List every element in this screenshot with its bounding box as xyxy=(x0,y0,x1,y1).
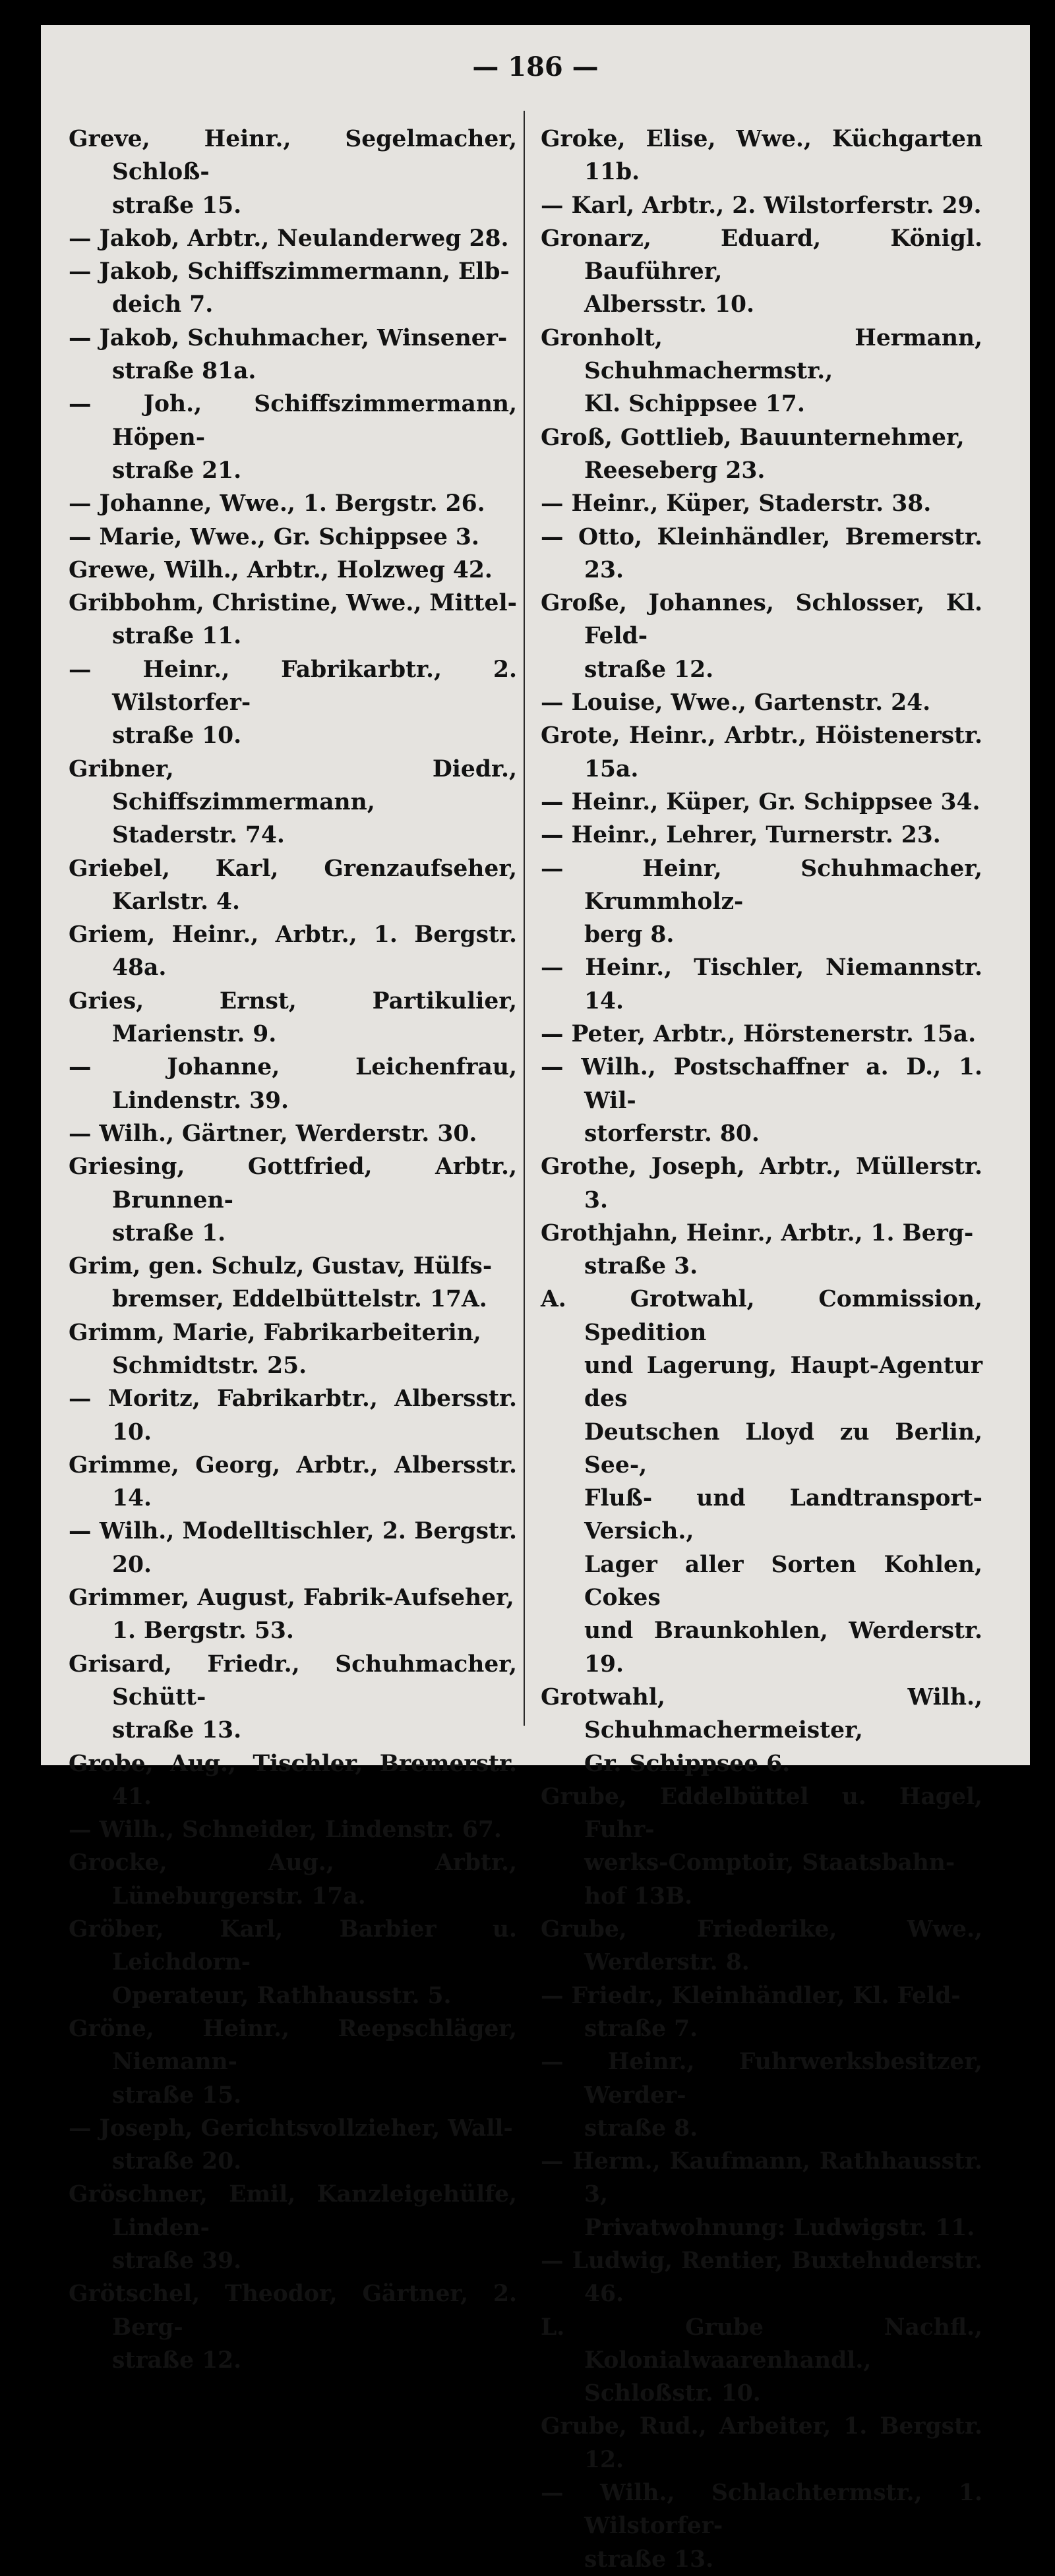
directory-entry: Grobe, Aug., Tischler, Bremerstr. 41. xyxy=(69,1750,517,1810)
directory-entry: — Otto, Kleinhändler, Bremerstr. 23. xyxy=(541,523,982,583)
directory-entry: Greve, Heinr., Segelmacher, Schloß- straße 15. xyxy=(69,126,517,219)
directory-entry: Grewe, Wilh., Arbtr., Holzweg 42. xyxy=(69,556,493,583)
directory-entry: — Peter, Arbtr., Hörstenerstr. 15a. xyxy=(541,1021,977,1048)
directory-entry: — Wilh., Gärtner, Werderstr. 30. xyxy=(69,1120,477,1147)
directory-entry: — Heinr., Fuhrwerksbesitzer, Werder- straße 8. xyxy=(541,2049,982,2142)
directory-entry: Grothe, Joseph, Arbtr., Müllerstr. 3. xyxy=(541,1154,982,1214)
directory-entry: — Friedr., Kleinhändler, Kl. Feld- straße 7. xyxy=(541,1982,961,2042)
directory-entry: — Joh., Schiffszimmermann, Höpen- straße 21. xyxy=(69,391,517,484)
directory-entry: Gribbohm, Christine, Wwe., Mittel- straße 11. xyxy=(69,590,517,650)
left-column xyxy=(69,123,517,2377)
directory-entry: Griem, Heinr., Arbtr., 1. Bergstr. 48a. xyxy=(69,922,517,981)
directory-entry: Griebel, Karl, Grenzaufseher, Karlstr. 4. xyxy=(69,855,517,915)
directory-entry: — Louise, Wwe., Gartenstr. 24. xyxy=(541,689,931,717)
directory-entry: — Jakob, Schiffszimmermann, Elb- deich 7. xyxy=(69,258,510,318)
directory-entry: Groß, Gottlieb, Bauunternehmer, Reeseberg 23. xyxy=(541,424,965,484)
directory-entry: — Heinr., Fabrikarbtr., 2. Wilstorfer- straße 10. xyxy=(69,656,517,749)
directory-entry: Groke, Elise, Wwe., Küchgarten 11b. xyxy=(541,126,982,186)
directory-page xyxy=(41,25,1030,2573)
directory-entry: — Herm., Kaufmann, Rathhausstr. 3, Privatwohnung: Ludwigstr. 11. xyxy=(541,2148,982,2241)
directory-entry: Grim, gen. Schulz, Gustav, Hülfs- bremser, Eddelbüttelstr. 17A. xyxy=(69,1253,493,1313)
right-column xyxy=(541,123,982,2576)
directory-entry: — Johanne, Wwe., 1. Bergstr. 26. xyxy=(69,490,485,517)
directory-entry: Gronarz, Eduard, Königl. Bauführer, Albersstr. 10. xyxy=(541,225,982,318)
directory-entry: — Moritz, Fabrikarbtr., Albersstr. 10. xyxy=(69,1386,517,1446)
directory-entry: — Wilh., Schlachtermstr., 1. Wilstorfer- straße 13. xyxy=(541,2480,982,2573)
directory-entry: Große, Johannes, Schlosser, Kl. Feld- straße 12. xyxy=(541,590,982,683)
directory-entry: Grimmer, August, Fabrik-Aufseher, 1. Bergstr. 53. xyxy=(69,1585,514,1645)
directory-entry: — Jakob, Arbtr., Neulanderweg 28. xyxy=(69,225,509,252)
directory-entry: — Heinr., Küper, Gr. Schippsee 34. xyxy=(541,788,980,815)
directory-entry: — Ludwig, Rentier, Buxtehuderstr. 46. xyxy=(541,2248,982,2308)
directory-entry: L. Grube Nachfl., Kolonialwaarenhandl., Schloßstr. 10. xyxy=(541,2314,982,2407)
page-number: — 186 — xyxy=(472,51,599,82)
directory-entry: Grothjahn, Heinr., Arbtr., 1. Berg- straße 3. xyxy=(541,1219,974,1280)
directory-entry: — Heinr., Tischler, Niemannstr. 14. xyxy=(541,954,982,1014)
directory-entry: Gröne, Heinr., Reepschläger, Niemann- straße 15. xyxy=(69,2015,517,2109)
directory-entry: Grube, Rud., Arbeiter, 1. Bergstr. 12. xyxy=(541,2413,982,2473)
directory-entry: Grube, Friederike, Wwe., Werderstr. 8. xyxy=(541,1916,982,1976)
directory-entry: — Wilh., Schneider, Lindenstr. 67. xyxy=(69,1817,502,1844)
directory-entry: — Johanne, Leichenfrau, Lindenstr. 39. xyxy=(69,1054,517,1114)
directory-entry: Gröschner, Emil, Kanzleigehülfe, Linden- straße 39. xyxy=(69,2181,517,2274)
directory-entry: — Heinr., Küper, Staderstr. 38. xyxy=(541,490,932,517)
directory-entry: — Heinr, Schuhmacher, Krummholz- berg 8. xyxy=(541,855,982,949)
directory-entry: — Heinr., Lehrer, Turnerstr. 23. xyxy=(541,822,941,849)
directory-entry: Grisard, Friedr., Schuhmacher, Schütt- straße 13. xyxy=(69,1651,517,1744)
directory-entry: Grötschel, Theodor, Gärtner, 2. Berg- straße 12. xyxy=(69,2281,517,2374)
directory-entry: — Joseph, Gerichtsvollzieher, Wall- straße 20. xyxy=(69,2115,513,2175)
directory-entry: Grocke, Aug., Arbtr., Lüneburgerstr. 17a. xyxy=(69,1850,517,1910)
directory-entry: A. Grotwahl, Commission, Spedition und Lagerung, Haupt-Agentur des Deutschen Lloyd zu Berlin, See-, Fluß- und Landtransport-Versich., Lager aller Sorten Kohlen, Cokes und Braunkohlen, Werderstr. 19. xyxy=(541,1286,982,1678)
directory-entry: Gronholt, Hermann, Schuhmachermstr., Kl. Schippsee 17. xyxy=(541,324,982,418)
directory-entry: Grotwahl, Wilh., Schuhmachermeister, Gr. Schippsee 6. xyxy=(541,1683,982,1777)
column-divider xyxy=(524,111,525,1726)
directory-entry: Gries, Ernst, Partikulier, Marienstr. 9. xyxy=(69,987,517,1048)
directory-entry: Grote, Heinr., Arbtr., Höistenerstr. 15a. xyxy=(541,722,982,782)
directory-entry: — Wilh., Modelltischler, 2. Bergstr. 20. xyxy=(69,1518,517,1578)
directory-entry: — Wilh., Postschaffner a. D., 1. Wil- storferstr. 80. xyxy=(541,1054,982,1147)
directory-entry: Griesing, Gottfried, Arbtr., Brunnen- straße 1. xyxy=(69,1154,517,1246)
directory-entry: Grube, Eddelbüttel u. Hagel, Fuhr- werks-Comptoir, Staatsbahn- hof 13B. xyxy=(541,1783,982,1910)
directory-entry: Grimm, Marie, Fabrikarbeiterin, Schmidtstr. 25. xyxy=(69,1319,481,1379)
directory-entry: Gröber, Karl, Barbier u. Leichdorn- Operateur, Rathhausstr. 5. xyxy=(69,1916,517,2009)
directory-entry: Grimme, Georg, Arbtr., Albersstr. 14. xyxy=(69,1451,517,1512)
directory-entry: — Karl, Arbtr., 2. Wilstorferstr. 29. xyxy=(541,192,982,219)
directory-entry: Gribner, Diedr., Schiffszimmermann, Staderstr. 74. xyxy=(69,755,517,849)
directory-entry: — Jakob, Schuhmacher, Winsener- straße 81a. xyxy=(69,324,508,385)
directory-entry: — Marie, Wwe., Gr. Schippsee 3. xyxy=(69,523,479,550)
